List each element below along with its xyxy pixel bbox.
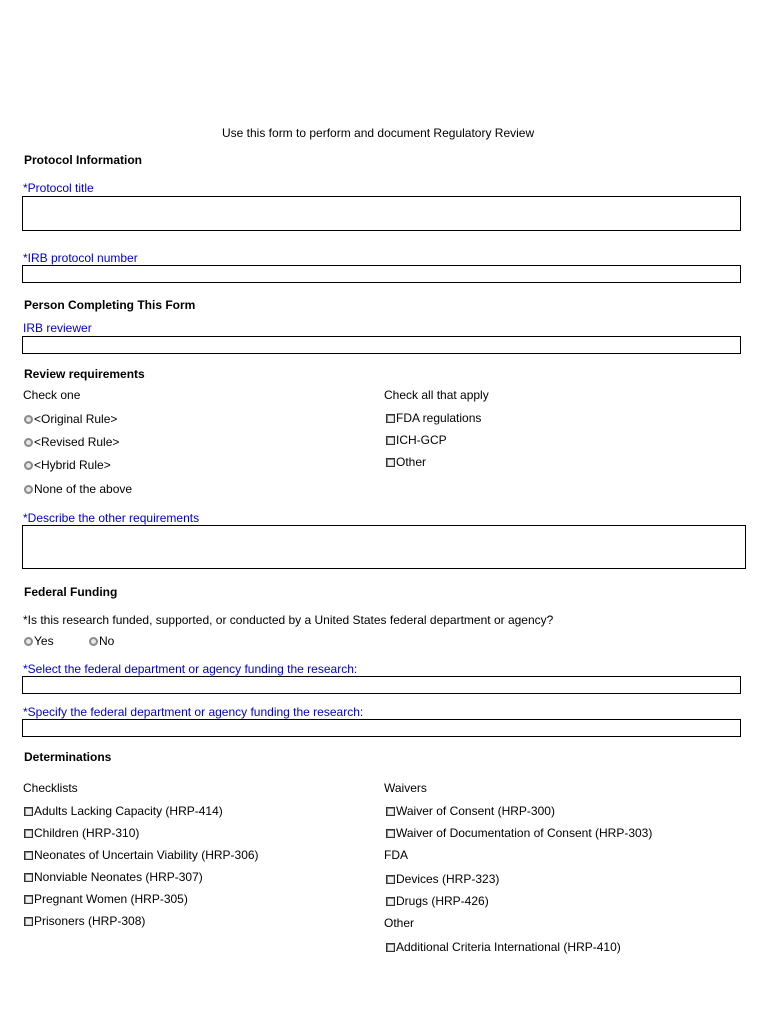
protocol-info-heading: Protocol Information bbox=[24, 153, 142, 167]
checklist-label: Children (HRP-310) bbox=[34, 826, 140, 840]
radio-revised-rule[interactable] bbox=[24, 435, 119, 449]
checklist-label: Neonates of Uncertain Viability (HRP-306) bbox=[34, 848, 259, 862]
checkbox-icon bbox=[386, 897, 395, 906]
check-all-label: Check all that apply bbox=[384, 388, 489, 402]
protocol-title-label: *Protocol title bbox=[23, 181, 94, 195]
checkbox-nonviable-neonates[interactable] bbox=[24, 870, 203, 884]
waiver-label: Waiver of Documentation of Consent (HRP-303) bbox=[396, 826, 653, 840]
checkbox-icon bbox=[386, 807, 395, 816]
radio-revised-rule-label: <Revised Rule> bbox=[34, 435, 120, 449]
fda-item-label: Drugs (HRP-426) bbox=[396, 894, 489, 908]
checkbox-drugs[interactable] bbox=[386, 894, 489, 908]
checkbox-additional-criteria-international[interactable] bbox=[386, 940, 621, 954]
checkbox-neonates-uncertain-viability[interactable] bbox=[24, 848, 259, 862]
checkbox-ich-gcp[interactable] bbox=[386, 433, 447, 447]
form-intro: Use this form to perform and document Regulatory Review bbox=[222, 126, 535, 140]
checklist-label: Adults Lacking Capacity (HRP-414) bbox=[34, 804, 223, 818]
checkbox-devices[interactable] bbox=[386, 872, 499, 886]
checklists-label: Checklists bbox=[23, 781, 78, 795]
checkbox-icon bbox=[386, 458, 395, 467]
radio-icon bbox=[24, 461, 33, 470]
checkbox-adults-lacking-capacity[interactable] bbox=[24, 804, 223, 818]
radio-icon bbox=[24, 485, 33, 494]
radio-none-of-the-above[interactable] bbox=[24, 482, 132, 496]
checkbox-icon bbox=[386, 829, 395, 838]
radio-original-rule-label: <Original Rule> bbox=[34, 412, 118, 426]
radio-icon bbox=[24, 637, 33, 646]
checkbox-other[interactable] bbox=[386, 455, 426, 469]
fda-label: FDA bbox=[384, 848, 408, 862]
radio-no-label: No bbox=[99, 634, 115, 648]
fda-item-label: Devices (HRP-323) bbox=[396, 872, 500, 886]
check-one-label: Check one bbox=[23, 388, 81, 402]
review-requirements-heading: Review requirements bbox=[24, 367, 145, 381]
federal-funding-heading: Federal Funding bbox=[24, 585, 118, 599]
radio-hybrid-rule-label: <Hybrid Rule> bbox=[34, 458, 111, 472]
checkbox-icon bbox=[24, 917, 33, 926]
checkbox-fda-regulations[interactable] bbox=[386, 411, 481, 425]
select-agency-field[interactable] bbox=[22, 676, 741, 694]
checkbox-icon bbox=[24, 807, 33, 816]
radio-icon bbox=[89, 637, 98, 646]
describe-requirements-label: *Describe the other requirements bbox=[23, 511, 200, 525]
irb-reviewer-label: IRB reviewer bbox=[23, 321, 92, 335]
checkbox-icon bbox=[386, 414, 395, 423]
checkbox-icon bbox=[386, 875, 395, 884]
checkbox-fda-regulations-label: FDA regulations bbox=[396, 411, 482, 425]
checklist-label: Pregnant Women (HRP-305) bbox=[34, 892, 188, 906]
checkbox-icon bbox=[24, 873, 33, 882]
radio-icon bbox=[24, 415, 33, 424]
other-item-label: Additional Criteria International (HRP-410) bbox=[396, 940, 621, 954]
radio-original-rule[interactable] bbox=[24, 412, 117, 426]
radio-none-label: None of the above bbox=[34, 482, 133, 496]
radio-hybrid-rule[interactable] bbox=[24, 458, 111, 472]
checklist-label: Prisoners (HRP-308) bbox=[34, 914, 146, 928]
checkbox-waiver-of-consent[interactable] bbox=[386, 804, 555, 818]
checkbox-ich-gcp-label: ICH-GCP bbox=[396, 433, 447, 447]
checkbox-children[interactable] bbox=[24, 826, 139, 840]
waiver-label: Waiver of Consent (HRP-300) bbox=[396, 804, 555, 818]
checklist-label: Nonviable Neonates (HRP-307) bbox=[34, 870, 203, 884]
checkbox-pregnant-women[interactable] bbox=[24, 892, 188, 906]
irb-protocol-number-label: *IRB protocol number bbox=[23, 251, 138, 265]
radio-yes-label: Yes bbox=[34, 634, 54, 648]
irb-protocol-number-field[interactable] bbox=[22, 265, 741, 283]
checkbox-waiver-of-documentation[interactable] bbox=[386, 826, 652, 840]
select-agency-label: *Select the federal department or agency funding the research: bbox=[23, 662, 358, 676]
specify-agency-label: *Specify the federal department or agency funding the research: bbox=[23, 705, 364, 719]
determinations-heading: Determinations bbox=[24, 750, 112, 764]
radio-icon bbox=[24, 438, 33, 447]
other-label: Other bbox=[384, 916, 415, 930]
checkbox-icon bbox=[386, 436, 395, 445]
irb-reviewer-field[interactable] bbox=[22, 336, 741, 354]
specify-agency-field[interactable] bbox=[22, 719, 741, 737]
checkbox-prisoners[interactable] bbox=[24, 914, 145, 928]
describe-requirements-field[interactable] bbox=[22, 525, 746, 569]
checkbox-icon bbox=[24, 851, 33, 860]
radio-no[interactable] bbox=[89, 634, 114, 648]
checkbox-icon bbox=[24, 895, 33, 904]
person-heading: Person Completing This Form bbox=[24, 298, 196, 312]
radio-yes[interactable] bbox=[24, 634, 54, 648]
checkbox-icon bbox=[386, 943, 395, 952]
checkbox-icon bbox=[24, 829, 33, 838]
federal-funding-question: *Is this research funded, supported, or conducted by a United States federal department or agency? bbox=[23, 613, 554, 627]
checkbox-other-label: Other bbox=[396, 455, 427, 469]
protocol-title-field[interactable] bbox=[22, 196, 741, 231]
waivers-label: Waivers bbox=[384, 781, 427, 795]
